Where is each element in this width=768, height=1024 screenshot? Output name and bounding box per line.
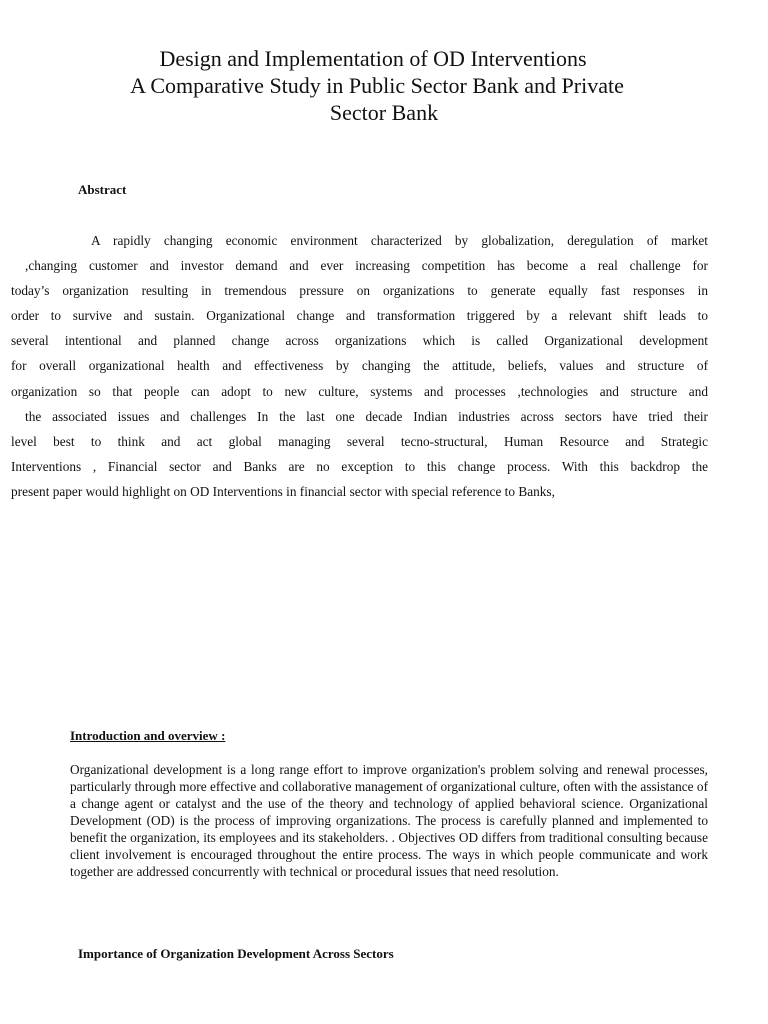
abstract-line: the associated issues and challenges In the last one decade Indian industries across sectors have tried their [25, 408, 708, 424]
importance-heading: Importance of Organization Development Across Sectors [78, 946, 394, 961]
abstract-body [11, 231, 708, 507]
abstract-line: organization so that people can adopt to new culture, systems and processes ,technologies and structure and [11, 383, 708, 399]
introduction-heading: Introduction and overview : [70, 728, 226, 743]
abstract-line: order to survive and sustain. Organizational change and transformation triggered by a relevant shift leads to [11, 308, 708, 324]
introduction-paragraph: Organizational development is a long range effort to improve organization's problem solving and renewal processes, particularly through more effective and collaborative management of organizational culture, often with the assistance of a change agent or catalyst and the use of the theory and technology of applied behavioral science. Organizational Development (OD) is the process of improving organizations. The process is carefully planned and implemented to benefit the organization, its employees and its stakeholders. . Objectives OD differs from traditional consulting because client involvement is encouraged throughout the entire process. The ways in which people communicate and work together are addressed concurrently with technical or procedural issues that need resolution. [70, 762, 708, 879]
document-title [0, 45, 768, 126]
abstract-line: present paper would highlight on OD Interventions in financial sector with special reference to Banks, [11, 483, 555, 499]
abstract-line: Interventions , Financial sector and Banks are no exception to this change process. With this backdrop the [11, 458, 708, 474]
title-line: Sector Bank [329, 100, 439, 125]
abstract-line: level best to think and act global managing several tecno-structural, Human Resource and Strategic [11, 433, 708, 449]
abstract-line: for overall organizational health and effectiveness by changing the attitude, beliefs, values and structure of [11, 358, 708, 374]
abstract-heading: Abstract [78, 182, 127, 197]
abstract-line: several intentional and planned change across organizations which is called Organizational development [11, 333, 708, 349]
abstract-line: A rapidly changing economic environment characterized by globalization, deregulation of market [91, 233, 708, 248]
title-line: A Comparative Study in Public Sector Bank and Private [130, 73, 624, 98]
abstract-line: ,changing customer and investor demand and ever increasing competition has become a real challenge for [25, 258, 708, 274]
title-line: Design and Implementation of OD Interventions [159, 46, 587, 71]
abstract-line: today’s organization resulting in tremendous pressure on organizations to generate equally fast responses in [11, 283, 708, 299]
